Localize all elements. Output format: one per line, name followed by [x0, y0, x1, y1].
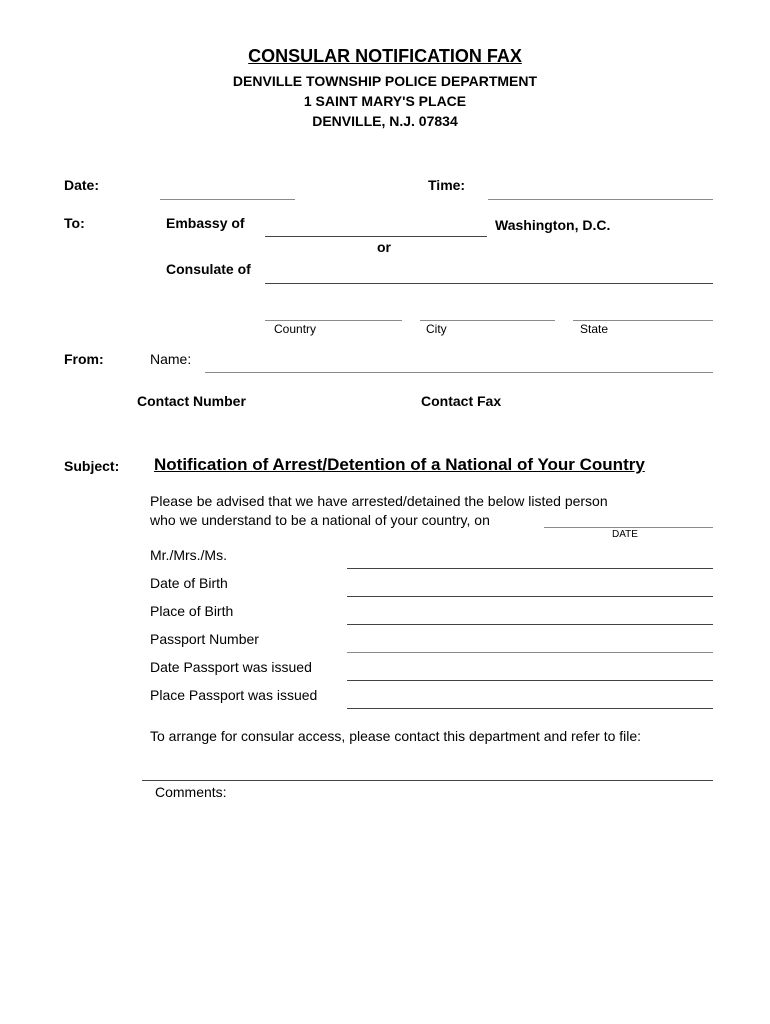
contact-fax-label: Contact Fax [421, 393, 502, 409]
time-label: Time: [428, 177, 466, 193]
consulate-field[interactable] [265, 283, 713, 284]
passport-number-field[interactable] [347, 652, 713, 653]
state-field[interactable] [573, 320, 713, 321]
name-title-label: Mr./Mrs./Ms. [150, 547, 227, 563]
country-field[interactable] [265, 320, 402, 321]
comments-label: Comments: [155, 784, 227, 800]
date-field[interactable] [160, 199, 295, 200]
address-line-2: DENVILLE, N.J. 07834 [312, 113, 458, 129]
or-label: or [377, 239, 391, 255]
contact-number-label: Contact Number [137, 393, 246, 409]
passport-number-label: Passport Number [150, 631, 259, 647]
arrest-date-field[interactable] [544, 527, 713, 528]
date-of-birth-field[interactable] [347, 596, 713, 597]
name-field[interactable] [205, 372, 713, 373]
washington-label: Washington, D.C. [495, 217, 611, 233]
body-line-2: who we understand to be a national of your country, on [150, 512, 490, 528]
consulate-label: Consulate of [166, 261, 251, 277]
comments-area[interactable] [142, 805, 713, 985]
place-of-birth-label: Place of Birth [150, 603, 234, 619]
from-label: From: [64, 351, 104, 367]
date-label: Date: [64, 177, 100, 193]
date-of-birth-label: Date of Birth [150, 575, 228, 591]
place-of-birth-field[interactable] [347, 624, 713, 625]
embassy-field[interactable] [265, 236, 487, 237]
department-name: DENVILLE TOWNSHIP POLICE DEPARTMENT [232, 73, 538, 89]
country-caption: Country [274, 322, 317, 336]
subject-label: Subject: [64, 458, 120, 474]
passport-date-field[interactable] [347, 680, 713, 681]
body-line-1: Please be advised that we have arrested/detained the below listed person [150, 493, 608, 509]
embassy-label: Embassy of [166, 215, 245, 231]
form-title: CONSULAR NOTIFICATION FAX [248, 46, 522, 66]
city-field[interactable] [420, 320, 555, 321]
state-caption: State [580, 322, 609, 336]
name-label: Name: [150, 351, 192, 367]
file-reference-field[interactable] [142, 780, 713, 781]
time-field[interactable] [488, 199, 713, 200]
passport-place-label: Place Passport was issued [150, 687, 318, 703]
date-caption: DATE [612, 529, 638, 540]
passport-place-field[interactable] [347, 708, 713, 709]
consular-access-text: To arrange for consular access, please contact this department and refer to file: [150, 728, 642, 744]
to-label: To: [64, 215, 85, 231]
subject-text: Notification of Arrest/Detention of a National of Your Country [154, 455, 645, 474]
passport-date-label: Date Passport was issued [150, 659, 312, 675]
city-caption: City [426, 322, 447, 336]
address-line-1: 1 SAINT MARY'S PLACE [303, 93, 467, 109]
name-title-field[interactable] [347, 568, 713, 569]
